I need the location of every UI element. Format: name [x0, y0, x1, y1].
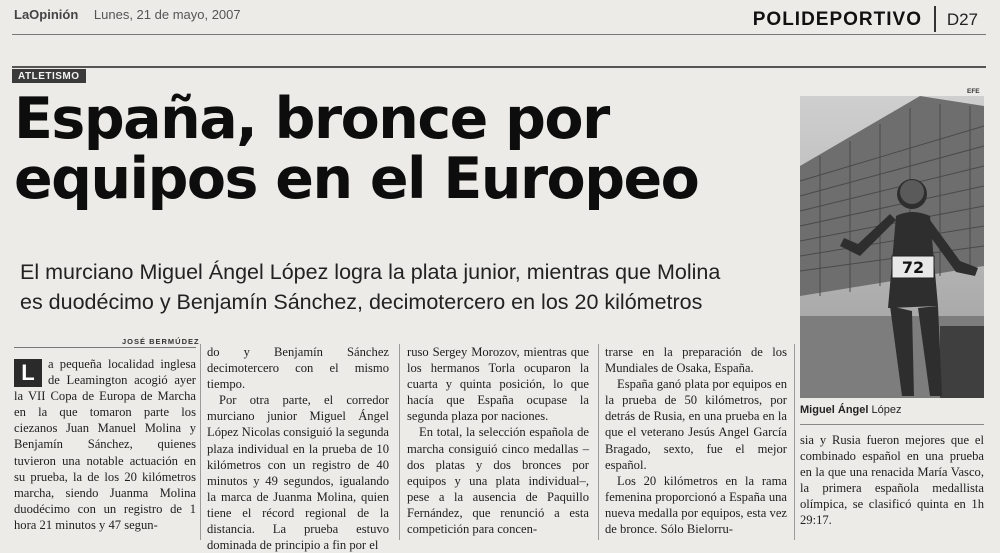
column-4-paragraph-3: Los 20 kilómetros en la rama femenina proporcionó a España una nueva medalla por equipos, esta vez de bronce. Sólo Bielorru-: [605, 473, 787, 537]
column-2-paragraph-2: Por otra parte, el corredor murciano junior Miguel Ángel López Nicolas consiguió la segunda plaza individual en la prueba de 10 kilómetros con un registro de 40 minutos y 49 segundos, igualando la marca de Juanma Molina, quien tiene el récord regional de la distancia. La prueba estuvo dominada de principio a fin por el: [207, 393, 389, 553]
drop-cap: L: [14, 359, 42, 387]
column-rule: [794, 344, 795, 540]
column-3-paragraph-2: En total, la selección española de marcha consiguió cinco medallas –dos platas y dos bronces por equipos y una plata individual–, pese a la ausencia de Paquillo Fernández, que renunció a esta competición para concen-: [407, 425, 589, 537]
column-4-paragraph-1: trarse en la preparación de los Mundiales de Osaka, España.: [605, 345, 787, 376]
athlete-photo-image: [800, 96, 984, 398]
section-divider: [934, 6, 936, 32]
headline-line-2: equipos en el Europeo: [14, 146, 699, 212]
subhead-line-2: es duodécimo y Benjamín Sánchez, decimotercero en los 20 kilómetros: [20, 290, 703, 314]
caption-bold: Miguel Ángel: [800, 404, 869, 416]
issue-date: Lunes, 21 de mayo, 2007: [93, 7, 241, 22]
column-rule: [200, 344, 201, 540]
article-column-1: [14, 356, 196, 536]
section-title: POLIDEPORTIVO: [752, 9, 922, 30]
column-3-paragraph-1: ruso Sergey Morozov, mientras que los hermanos Torla ocuparon la cuarta y quinta posición, lo que hacía que España ocupase la segunda plaza por naciones.: [407, 345, 589, 424]
athlete-photo: [800, 96, 984, 398]
article-column-5: [800, 432, 984, 529]
headline: [14, 86, 789, 212]
photo-caption: [800, 404, 902, 416]
column-1-text: a pequeña localidad inglesa de Leamington acogió ayer la VII Copa de Europa de Marcha en la que tomaron parte los ciezanos Juan Manuel Molina y Benjamín Sánchez, quienes tuvieron una notable actuación en su prueba, la de los 20 kilómetros marcha, siendo Juanma Molina duodécimo con un registro de 1 hora 21 minutos y 47 segun-: [14, 357, 196, 532]
photo-credit: EFE: [967, 88, 980, 95]
article-column-4: [605, 344, 787, 537]
header-rule: [12, 34, 986, 35]
page-number: D27: [946, 10, 978, 29]
headline-line-1: España, bronce por: [14, 86, 609, 152]
subheadline: [20, 257, 790, 317]
subhead-line-1: El murciano Miguel Ángel López logra la plata junior, mientras que Molina: [20, 260, 721, 284]
byline-rule: [14, 347, 196, 348]
article-column-3: [407, 344, 589, 537]
column-4-paragraph-2: España ganó plata por equipos en la prueba de 50 kilómetros, por detrás de Rusia, en una prueba en la que el veterano Jesús Angel García Bragado, sexto, fue el mejor español.: [605, 377, 787, 472]
masthead: [14, 7, 241, 22]
column-2-paragraph-1: do y Benjamín Sánchez decimotercero con el mismo tiempo.: [207, 345, 389, 392]
column-rule: [598, 344, 599, 540]
newspaper-brand: LaOpinión: [14, 7, 79, 22]
column-5-paragraph-1: sia y Rusia fueron mejores que el combinado español en una prueba en la que una renacida María Vasco, la primera española medallista olímpica, se clasificó quinta en 1h 29:17.: [800, 433, 984, 528]
kicker-rule: [12, 66, 986, 68]
caption-rule: [800, 424, 984, 425]
article-column-2: [207, 344, 389, 553]
section-kicker: ATLETISMO: [12, 69, 86, 83]
byline: JOSÉ BERMÚDEZ: [122, 337, 200, 346]
column-rule: [399, 344, 400, 540]
bib-number: 72: [901, 258, 925, 277]
caption-rest: López: [871, 404, 902, 416]
